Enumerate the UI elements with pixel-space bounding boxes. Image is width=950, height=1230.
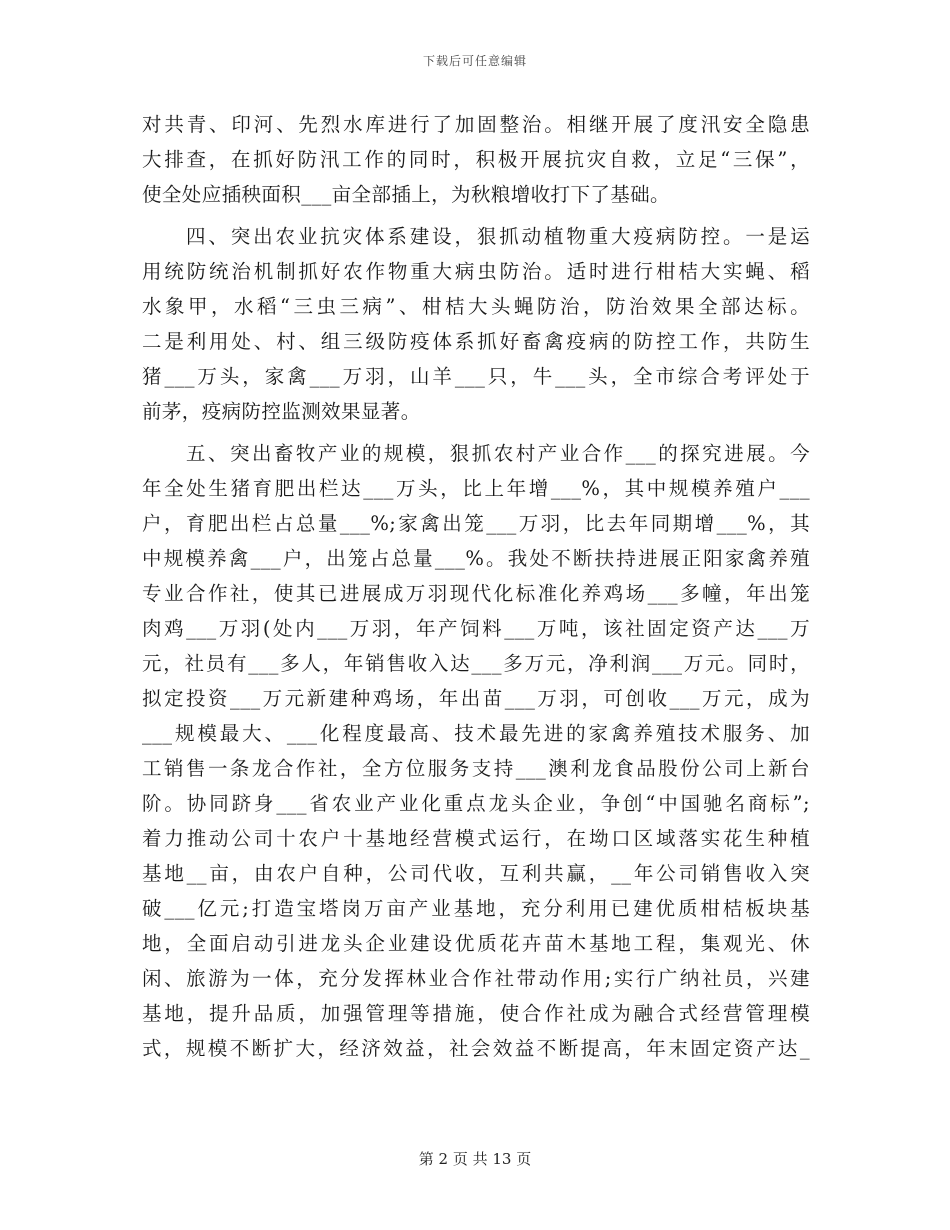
body-line: 肉鸡___万羽(处内___万羽，年产饲料___万吨，该社固定资产达___万 (142, 617, 810, 640)
body-line: 基地__亩，由农户自种，公司代收，互利共赢，__年公司销售收入突 (142, 862, 810, 885)
body-line: 猪___万头，家禽___万羽，山羊___只，牛___头，全市综合考评处于 (142, 365, 810, 388)
body-line: 中规模养禽___户，出笼占总量___%。我处不断扶持进展正阳家禽养殖 (142, 547, 810, 570)
body-line: 使全处应插秧面积___亩全部插上，为秋粮增收打下了基础。 (142, 183, 670, 206)
body-line: 前茅，疫病防控监测效果显著。 (142, 400, 421, 423)
body-line: 破___亿元;打造宝塔岗万亩产业基地，充分利用已建优质柑桔板块基 (142, 897, 810, 920)
body-line: 对共青、印河、先烈水库进行了加固整治。相继开展了度汛安全隐患 (142, 113, 810, 136)
body-line: 工销售一条龙合作社，全方位服务支持___澳利龙食品股份公司上新台 (142, 757, 810, 780)
body-line: 四、突出农业抗灾体系建设，狠抓动植物重大疫病防控。一是运 (186, 225, 810, 248)
document-body (142, 107, 810, 1066)
body-line: 水象甲，水稻“三虫三病”、柑桔大头蝇防治，防治效果全部达标。 (142, 295, 810, 318)
body-line: 年全处生猪育肥出栏达___万头，比上年增___%，其中规模养殖户___ (142, 477, 810, 500)
body-line: 阶。协同跻身___省农业产业化重点龙头企业，争创“中国驰名商标”; (142, 792, 810, 815)
body-line: ___规模最大、___化程度最高、技术最先进的家禽养殖技术服务、加 (142, 722, 810, 745)
body-line: 拟定投资___万元新建种鸡场，年出苗___万羽，可创收___万元，成为 (142, 687, 810, 710)
body-line: 大排查，在抓好防汛工作的同时，积极开展抗灾自救，立足“三保”， (142, 148, 810, 171)
body-line: 着力推动公司十农户十基地经营模式运行，在坳口区域落实花生种植 (142, 827, 810, 850)
body-line: 二是利用处、村、组三级防疫体系抓好畜禽疫病的防控工作，共防生 (142, 330, 810, 353)
page-header-note: 下载后可任意编辑 (422, 54, 527, 68)
body-line: 户，育肥出栏占总量___%;家禽出笼___万羽，比去年同期增___%，其 (142, 512, 810, 535)
body-line: 元，社员有___多人，年销售收入达___多万元，净利润___万元。同时， (142, 652, 810, 675)
page-number: 第 2 页 共 13 页 (418, 1150, 532, 1168)
body-line: 地，全面启动引进龙头企业建设优质花卉苗木基地工程，集观光、休 (142, 932, 810, 955)
body-line: 闲、旅游为一体，充分发挥林业合作社带动作用;实行广纳社员，兴建 (142, 967, 810, 990)
body-line: 五、突出畜牧产业的规模，狠抓农村产业合作___的探究进展。今 (186, 442, 810, 465)
body-line: 式，规模不断扩大，经济效益，社会效益不断提高，年末固定资产达_ (142, 1037, 810, 1060)
body-line: 基地，提升品质，加强管理等措施，使合作社成为融合式经营管理模 (142, 1002, 810, 1025)
body-line: 专业合作社，使其已进展成万羽现代化标准化养鸡场___多幢，年出笼 (142, 582, 810, 605)
body-line: 用统防统治机制抓好农作物重大病虫防治。适时进行柑桔大实蝇、稻 (142, 260, 810, 283)
